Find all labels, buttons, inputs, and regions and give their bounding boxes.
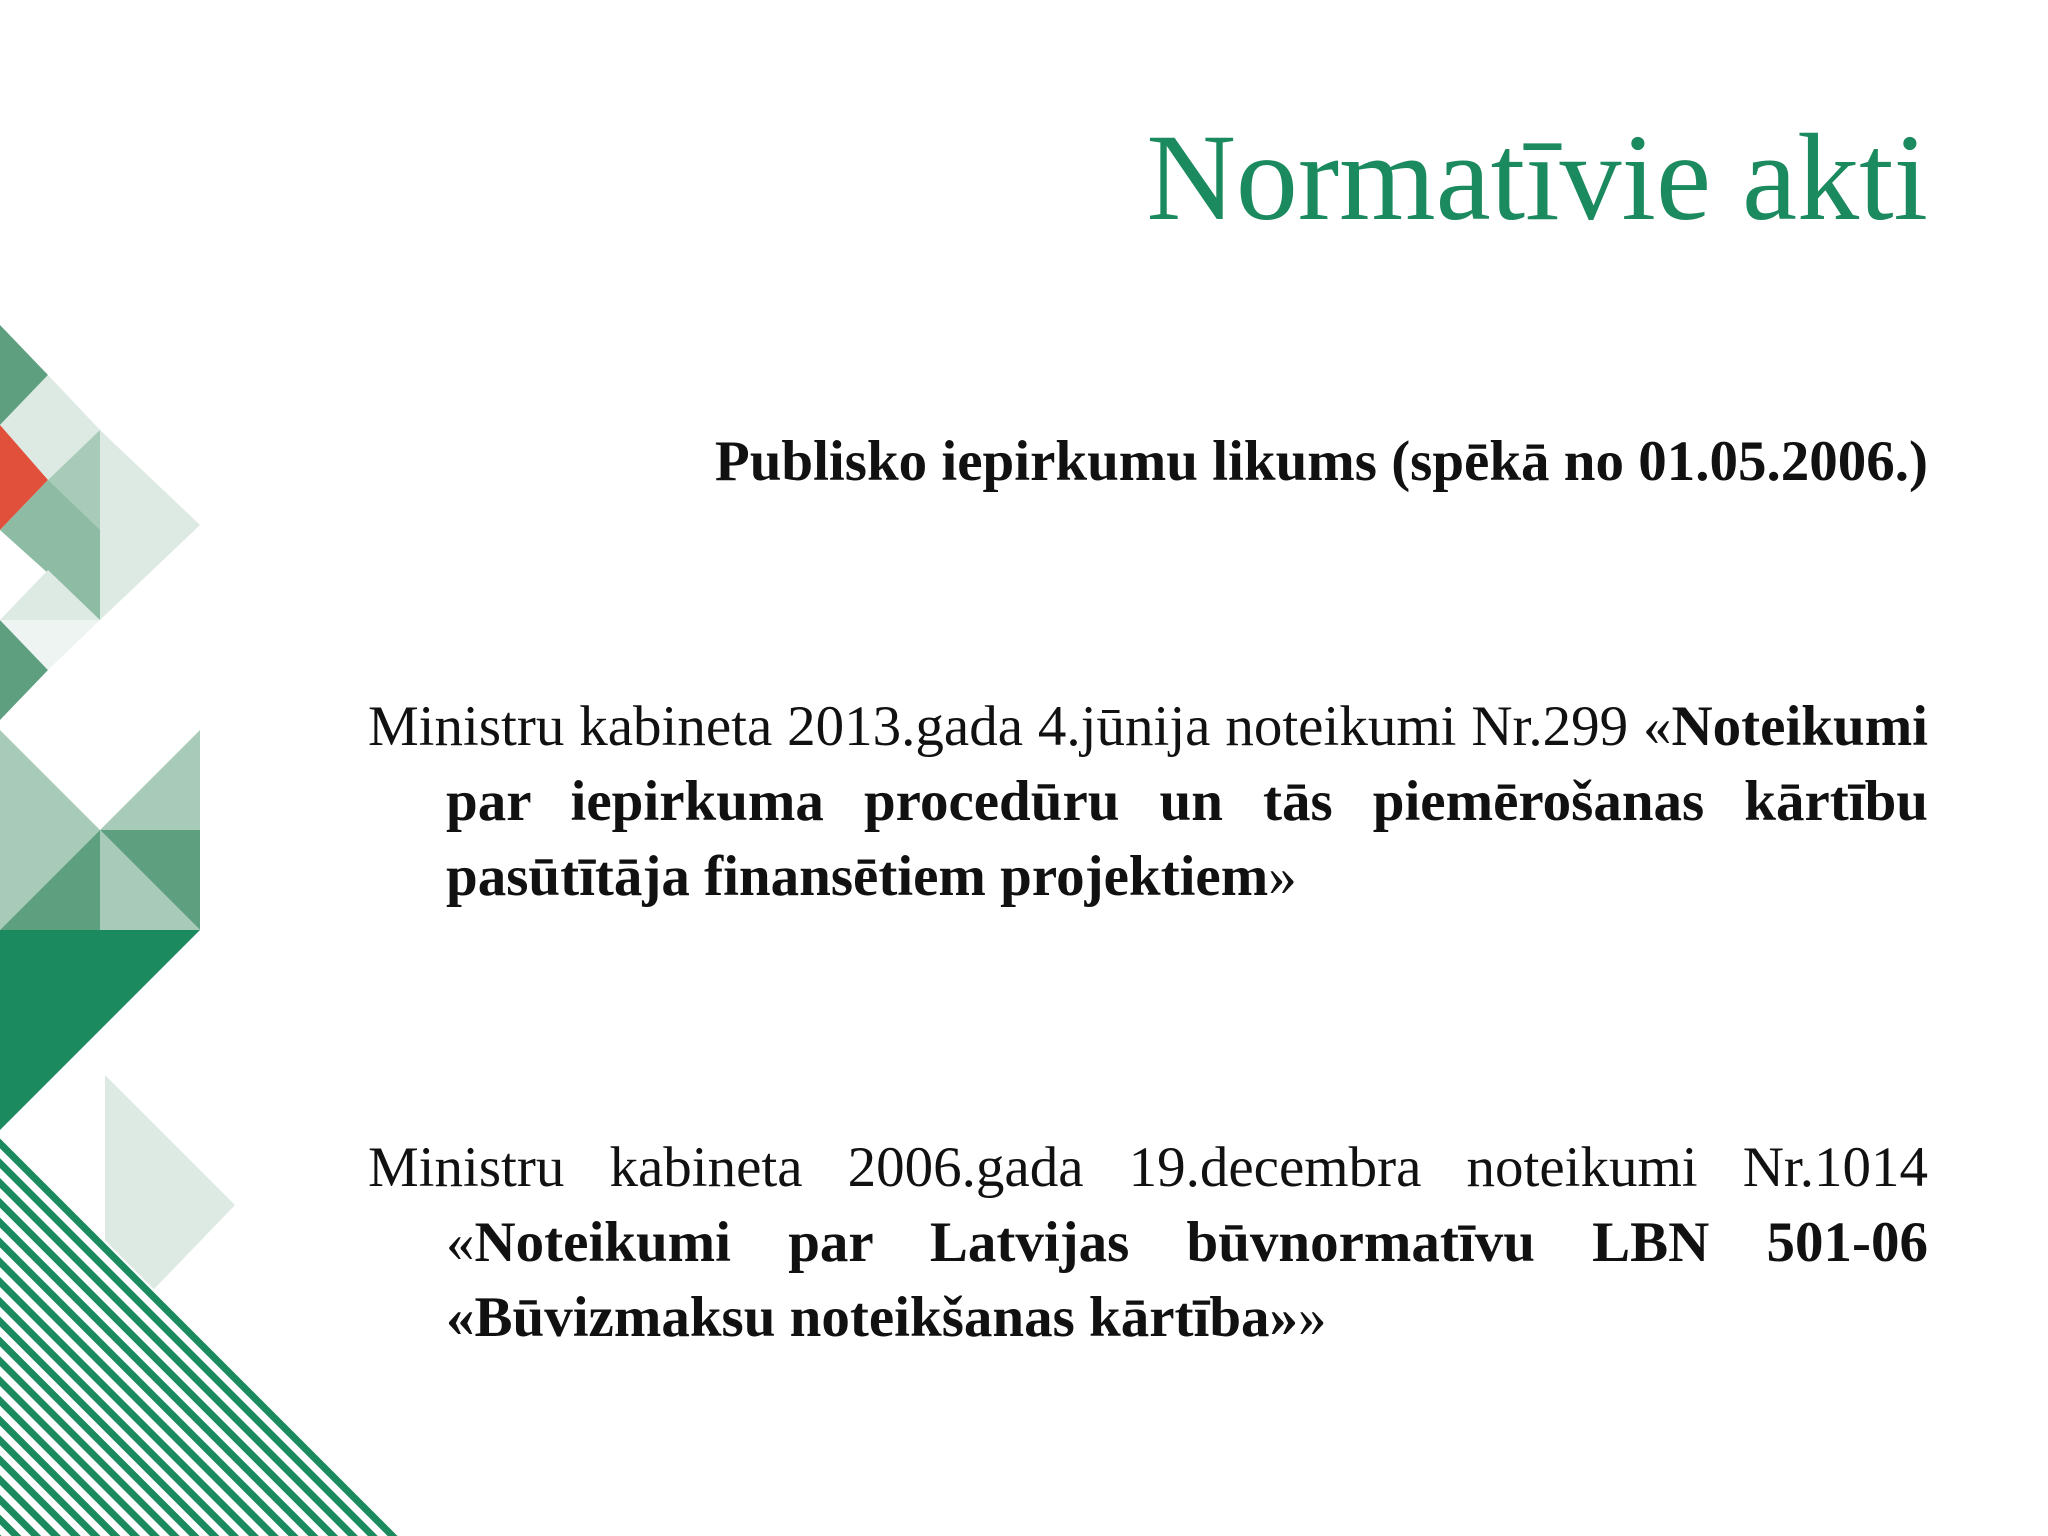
- regulation-item-3: [368, 1130, 1928, 1355]
- regulation-item-2-title: Noteikumi par iepirkuma procedūru un tās piemērošanas kārtību pasūtītāja finansētiem projektiem: [446, 695, 1929, 908]
- regulation-item-3-open-quote: «: [446, 1211, 475, 1274]
- regulation-item-2: [368, 689, 1928, 914]
- triangle-shape: [100, 430, 200, 620]
- regulation-item-2-open-quote: «: [1643, 695, 1672, 758]
- regulation-item-3-title: Noteikumi par Latvijas būvnormatīvu LBN 501-06 «Būvizmaksu noteikšanas kārtība»: [446, 1211, 1928, 1349]
- regulation-item-2-close-quote: »: [1268, 845, 1297, 908]
- decorative-triangles-graphic: [0, 0, 420, 1536]
- law-item-1-text: Publisko iepirkumu likums (spēkā no 01.05.2006.): [714, 430, 1928, 493]
- slide-title: Normatīvie akti: [1146, 109, 1928, 246]
- regulation-item-3-intro: Ministru kabineta 2006.gada 19.decembra noteikumi Nr.1014: [368, 1136, 1928, 1199]
- regulation-item-3-close-quote: »: [1298, 1286, 1327, 1349]
- law-item-1: [715, 424, 1928, 499]
- triangle-shape: [0, 930, 200, 1130]
- regulation-item-2-intro: Ministru kabineta 2013.gada 4.jūnija noteikumi Nr.299: [368, 695, 1629, 758]
- triangle-shape: [100, 730, 200, 830]
